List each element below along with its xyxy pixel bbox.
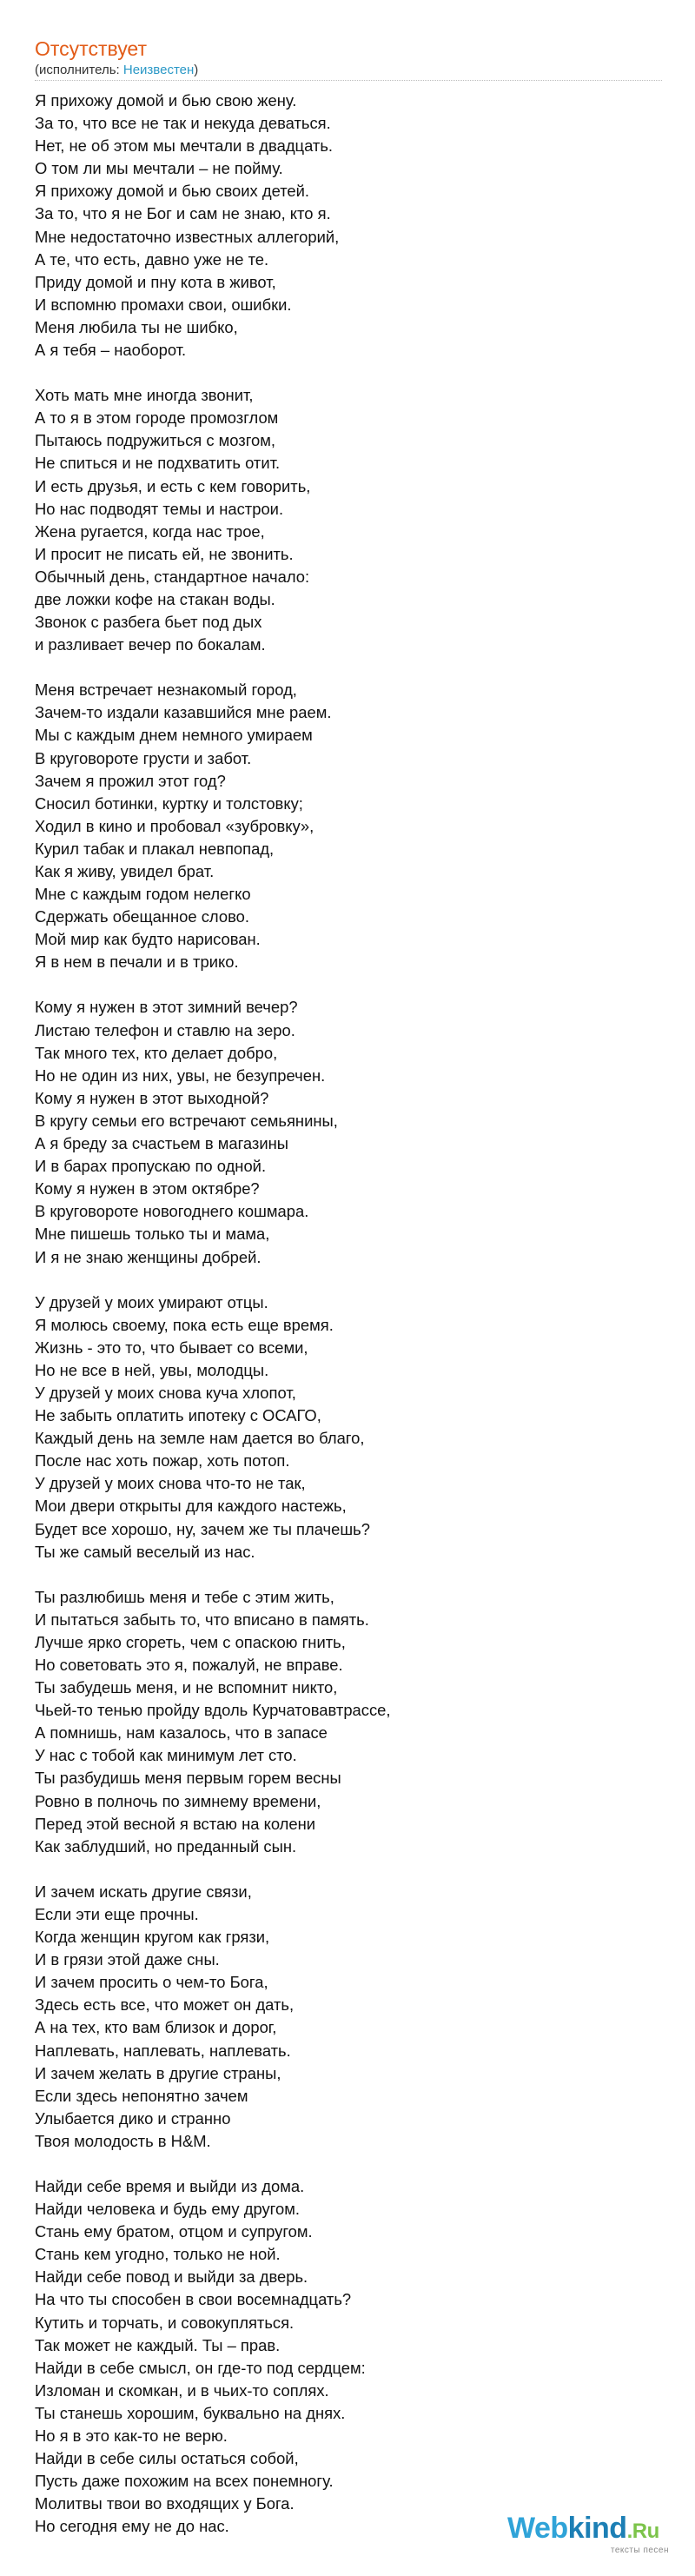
lyric-line: Найди в себе силы остаться собой, bbox=[35, 2449, 299, 2468]
lyric-line: Меня любила ты не шибко, bbox=[35, 317, 238, 336]
lyric-line: Будет все хорошо, ну, зачем же ты плачешь? bbox=[35, 1519, 370, 1538]
lyric-line: У друзей у моих снова что-то не так, bbox=[35, 1474, 306, 1493]
lyric-line: Жизнь - это то, что бывает со всеми, bbox=[35, 1338, 308, 1357]
logo-wordmark bbox=[507, 2511, 659, 2549]
lyric-line: Как заблудший, но преданный сын. bbox=[35, 1836, 297, 1856]
lyric-line: Я в нем в печали и в трико. bbox=[35, 953, 239, 972]
lyric-line: Сдержать обещанное слово. bbox=[35, 907, 249, 926]
lyric-line: Я молюсь своему, пока есть еще время. bbox=[35, 1315, 334, 1334]
artist-prefix: (исполнитель: bbox=[35, 63, 123, 77]
lyric-line: Ты забудешь меня, и не вспомнит никто, bbox=[35, 1678, 338, 1697]
lyric-line: Ты станешь хорошим, буквально на днях. bbox=[35, 2403, 346, 2422]
lyric-line: Но советовать это я, пожалуй, не вправе. bbox=[35, 1656, 343, 1674]
lyric-line: Кому я нужен в этот зимний вечер? bbox=[35, 998, 298, 1017]
lyric-line: Но я в это как-то не верю. bbox=[35, 2427, 228, 2445]
stanza bbox=[35, 384, 660, 656]
lyric-line: Как я живу, увидел брат. bbox=[35, 862, 215, 880]
stanza bbox=[35, 1586, 660, 1858]
stanza bbox=[35, 996, 660, 1268]
lyric-line: Мне с каждым годом нелегко bbox=[35, 885, 251, 904]
lyric-line: Молитвы твои во входящих у Бога. bbox=[35, 2494, 295, 2513]
lyric-line: Мои двери открыты для каждого настежь, bbox=[35, 1497, 347, 1516]
lyric-line: Но нас подводят темы и настрои. bbox=[35, 499, 284, 518]
stanza bbox=[35, 90, 660, 362]
lyrics-text bbox=[35, 90, 660, 2560]
lyric-line: И зачем просить о чем-то Бога, bbox=[35, 1973, 268, 1992]
lyric-line: А на тех, кто вам близок и дорог, bbox=[35, 2018, 277, 2037]
lyric-line: А я бреду за счастьем в магазины bbox=[35, 1134, 288, 1153]
lyric-line: Пытаюсь подружиться с мозгом, bbox=[35, 431, 276, 450]
lyric-line: Листаю телефон и ставлю на зеро. bbox=[35, 1020, 295, 1039]
artist-suffix: ) bbox=[194, 63, 199, 77]
lyric-line: Нет, не об этом мы мечтали в двадцать. bbox=[35, 136, 334, 156]
lyric-line: А те, что есть, давно уже не те. bbox=[35, 249, 269, 269]
lyric-line: Курил табак и плакал невпопад, bbox=[35, 839, 275, 858]
lyric-line: и разливает вечер по бокалам. bbox=[35, 635, 266, 654]
stanza bbox=[35, 1881, 660, 2153]
lyric-line: Стань кем угодно, только не ной. bbox=[35, 2245, 281, 2264]
lyric-line: А то я в этом городе промозглом bbox=[35, 408, 279, 428]
lyric-line: Ты разбудишь меня первым горем весны bbox=[35, 1769, 341, 1788]
lyric-line: И пытаться забыть то, что вписано в память. bbox=[35, 1610, 369, 1629]
lyric-line: Но не все в ней, увы, молодцы. bbox=[35, 1360, 269, 1379]
lyric-line: Но сегодня ему не до нас. bbox=[35, 2517, 229, 2536]
lyric-line: Найди человека и будь ему другом. bbox=[35, 2200, 300, 2219]
artist-line bbox=[35, 63, 198, 78]
lyric-line: Наплевать, наплевать, наплевать. bbox=[35, 2041, 291, 2060]
stanza bbox=[35, 679, 660, 973]
lyric-line: И в грязи этой даже сны. bbox=[35, 1950, 220, 1969]
lyric-line: Я прихожу домой и бью свою жену. bbox=[35, 91, 297, 110]
logo-kind: kind bbox=[567, 2512, 627, 2545]
lyric-line: Меня встречает незнакомый город, bbox=[35, 681, 297, 700]
lyric-line: Стань ему братом, отцом и супругом. bbox=[35, 2222, 313, 2241]
lyric-line: В круговороте грусти и забот. bbox=[35, 748, 252, 767]
lyric-line: И в барах пропускаю по одной. bbox=[35, 1157, 267, 1176]
lyric-line: Перед этой весной я встаю на колени bbox=[35, 1814, 316, 1833]
lyric-line: Если здесь непонятно зачем bbox=[35, 2086, 248, 2105]
lyric-line: У друзей у моих снова куча хлопот, bbox=[35, 1383, 296, 1402]
lyric-line: Мы с каждым днем немного умираем bbox=[35, 726, 313, 745]
lyric-line: А помнишь, нам казалось, что в запасе bbox=[35, 1723, 328, 1743]
lyric-line: Не спиться и не подхватить отит. bbox=[35, 454, 281, 473]
lyric-line: Когда женщин кругом как грязи, bbox=[35, 1928, 270, 1947]
lyric-line: Жена ругается, когда нас трое, bbox=[35, 521, 265, 541]
lyric-line: Ты же самый веселый из нас. bbox=[35, 1542, 255, 1561]
lyric-line: За то, что все не так и некуда деваться. bbox=[35, 114, 331, 133]
lyric-line: О том ли мы мечтали – не пойму. bbox=[35, 159, 283, 178]
lyric-line: И есть друзья, и есть с кем говорить, bbox=[35, 476, 311, 495]
lyric-line: За то, что я не Бог и сам не знаю, кто я. bbox=[35, 204, 331, 223]
lyric-line: Изломан и скомкан, и в чьих-то соплях. bbox=[35, 2380, 329, 2400]
title-divider bbox=[35, 80, 662, 81]
lyric-line: А я тебя – наоборот. bbox=[35, 341, 187, 360]
lyric-line: Ты разлюбишь меня и тебе с этим жить, bbox=[35, 1587, 334, 1606]
lyric-line: Здесь есть все, что может он дать, bbox=[35, 1995, 295, 2015]
logo-ru: .Ru bbox=[626, 2520, 659, 2543]
lyric-line: Ровно в полночь по зимнему времени, bbox=[35, 1791, 321, 1810]
lyric-line: Чьей-то тенью пройду вдоль Курчатовавтрассе, bbox=[35, 1701, 391, 1720]
lyric-line: Обычный день, стандартное начало: bbox=[35, 567, 310, 586]
lyric-line: Зачем я прожил этот год? bbox=[35, 771, 226, 790]
lyric-line: Не забыть оплатить ипотеку с ОСАГО, bbox=[35, 1406, 321, 1425]
lyric-line: Ходил в кино и пробовал «зубровку», bbox=[35, 816, 314, 835]
lyric-line: Хоть мать мне иногда звонит, bbox=[35, 386, 254, 405]
artist-link[interactable]: Неизвестен bbox=[122, 63, 195, 77]
lyric-line: У нас с тобой как минимум лет сто. bbox=[35, 1746, 297, 1765]
lyric-line: Но не один из них, увы, не безупречен. bbox=[35, 1066, 326, 1085]
stanza bbox=[35, 2175, 660, 2539]
song-title: Отсутствует bbox=[35, 37, 147, 60]
lyric-line: Лучше ярко сгореть, чем с опаскою гнить, bbox=[35, 1632, 346, 1651]
lyric-line: Приду домой и пну кота в живот, bbox=[35, 272, 276, 291]
lyric-line: Если эти еще прочны. bbox=[35, 1904, 199, 1923]
lyric-line: Найди в себе смысл, он где-то под сердцем: bbox=[35, 2358, 366, 2377]
lyric-line: Зачем-то издали казавшийся мне раем. bbox=[35, 703, 332, 722]
lyric-line: У друзей у моих умирают отцы. bbox=[35, 1292, 268, 1311]
lyric-line: И вспомню промахи свои, ошибки. bbox=[35, 295, 292, 314]
lyric-line: И я не знаю женщины добрей. bbox=[35, 1247, 261, 1266]
lyric-line: И зачем искать другие связи, bbox=[35, 1882, 252, 1901]
lyric-line: В круговороте новогоднего кошмара. bbox=[35, 1202, 309, 1221]
lyric-line: После нас хоть пожар, хоть потоп. bbox=[35, 1451, 290, 1471]
lyric-line: Найди себе повод и выйди за дверь. bbox=[35, 2267, 308, 2287]
lyric-line: Улыбается дико и странно bbox=[35, 2108, 231, 2128]
lyric-line: Кутить и торчать, и совокупляться. bbox=[35, 2313, 295, 2332]
lyric-line: Так может не каждый. Ты – прав. bbox=[35, 2335, 281, 2354]
lyric-line: Мой мир как будто нарисован. bbox=[35, 930, 261, 949]
lyric-line: Кому я нужен в этот выходной? bbox=[35, 1088, 269, 1107]
lyric-line: На что ты способен в свои восемнадцать? bbox=[35, 2290, 352, 2309]
lyric-line: В кругу семьи его встречают семьянины, bbox=[35, 1111, 338, 1130]
lyric-line: И зачем желать в другие страны, bbox=[35, 2063, 281, 2082]
webkind-logo[interactable] bbox=[507, 2511, 678, 2563]
lyric-line: Каждый день на земле нам дается во благо, bbox=[35, 1429, 365, 1448]
lyric-line: Пусть даже похожим на всех понемногу. bbox=[35, 2472, 334, 2491]
lyric-line: Мне пишешь только ты и мама, bbox=[35, 1225, 270, 1244]
lyric-line: Кому я нужен в этом октябре? bbox=[35, 1179, 260, 1198]
logo-web: Web bbox=[507, 2512, 568, 2545]
lyric-line: Я прихожу домой и бью своих детей. bbox=[35, 182, 310, 201]
logo-subtitle: тексты песен bbox=[610, 2546, 669, 2555]
lyric-line: две ложки кофе на стакан воды. bbox=[35, 589, 275, 608]
lyric-line: Так много тех, кто делает добро, bbox=[35, 1043, 278, 1062]
lyric-line: Звонок с разбега бьет под дых bbox=[35, 613, 262, 632]
stanza bbox=[35, 1291, 660, 1564]
lyric-line: Сносил ботинки, куртку и толстовку; bbox=[35, 793, 303, 813]
lyric-line: Мне недостаточно известных аллегорий, bbox=[35, 227, 340, 246]
lyric-line: Твоя молодость в H&M. bbox=[35, 2131, 211, 2150]
lyric-line: И просит не писать ей, не звонить. bbox=[35, 544, 294, 563]
lyric-line: Найди себе время и выйди из дома. bbox=[35, 2176, 305, 2195]
